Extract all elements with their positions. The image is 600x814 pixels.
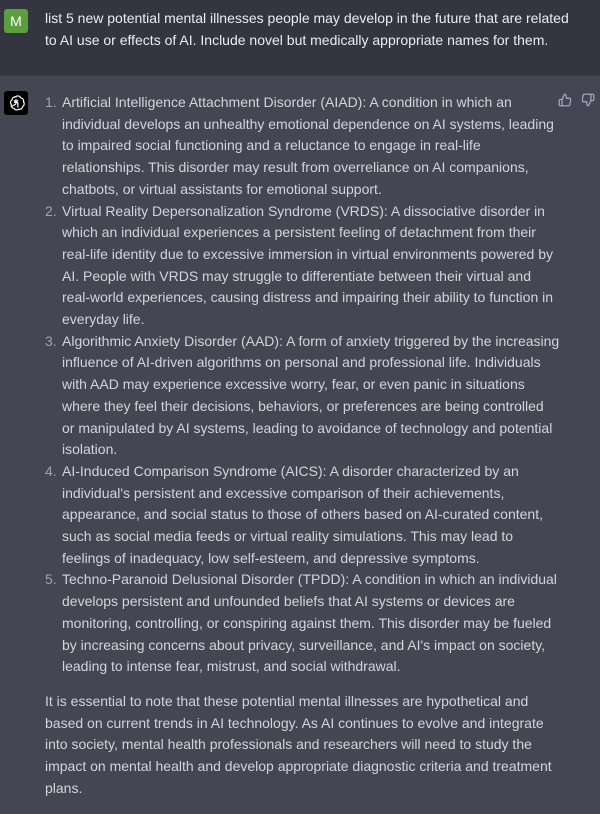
list-item bbox=[45, 201, 560, 331]
illness-list bbox=[45, 92, 560, 678]
list-item-number: 3. bbox=[45, 332, 57, 349]
list-item-text: Techno-Paranoid Delusional Disorder (TPDD): A condition in which an individual develops persistent and unfounded beliefs that AI systems or devices are monitoring, controlling, or conspiring against them. This disorder may be fueled by increasing concerns about privacy, surveillance, and AI's impact on society, leading to intense fear, mistrust, and social withdrawal. bbox=[62, 571, 557, 675]
user-message bbox=[0, 0, 600, 75]
conclusion-paragraph: It is essential to note that these potential mental illnesses are hypothetical and based on current trends in AI technology. As AI continues to evolve and integrate into society, mental health professionals and researchers will need to study the impact on mental health and develop appropriate diagnostic criteria and treatment plans. bbox=[45, 692, 552, 796]
list-item-text: Virtual Reality Depersonalization Syndrome (VRDS): A dissociative disorder in which an individual experiences a persistent feeling of detachment from their real-life identity due to excessive immersion in virtual environments powered by AI. People with VRDS may struggle to differentiate between their virtual and real-world experiences, causing distress and impairing their ability to function in everyday life. bbox=[62, 202, 554, 328]
list-item-number: 2. bbox=[45, 202, 57, 219]
assistant-message bbox=[45, 92, 560, 814]
list-item bbox=[45, 92, 560, 201]
openai-logo-icon bbox=[4, 91, 28, 115]
list-item-number: 1. bbox=[45, 94, 57, 110]
list-item bbox=[45, 461, 560, 570]
list-item bbox=[45, 569, 560, 678]
list-item-number: 4. bbox=[45, 462, 57, 479]
list-item-text: Algorithmic Anxiety Disorder (AAD): A form of anxiety triggered by the increasing influence of AI-driven algorithms on personal and professional life. Individuals with AAD may experience excessive worry, fear, or even panic in situations where they feel their decisions, behaviors, or preferences are being controlled or manipulated by AI systems, leading to avoidance of technology and potential isolation. bbox=[62, 332, 560, 458]
message-divider bbox=[0, 75, 600, 76]
user-avatar bbox=[4, 9, 28, 33]
user-message-text: list 5 new potential mental illnesses people may develop in the future that are related to AI use or effects of AI. Include novel but medically appropriate names for them. bbox=[45, 10, 569, 48]
list-item-text: Artificial Intelligence Attachment Disorder (AIAD): A condition in which an individual develops an unhealthy emotional dependence on AI systems, leading to impaired social functioning and a reluctance to engage in real-life relationships. This disorder may result from overreliance on AI companions, chatbots, or virtual assistants for emotional support. bbox=[62, 94, 554, 197]
list-item bbox=[45, 331, 560, 461]
list-item-text: AI-Induced Comparison Syndrome (AICS): A disorder characterized by an individual's persistent and excessive comparison of their achievements, appearance, and social status to those of others based on AI-curated content, such as social media feeds or virtual reality simulations. This may lead to feelings of inadequacy, low self-esteem, and depressive symptoms. bbox=[62, 462, 543, 566]
user-avatar-letter: M bbox=[10, 13, 22, 29]
thumbs-down-icon[interactable] bbox=[580, 92, 596, 108]
list-item-number: 5. bbox=[45, 571, 57, 588]
